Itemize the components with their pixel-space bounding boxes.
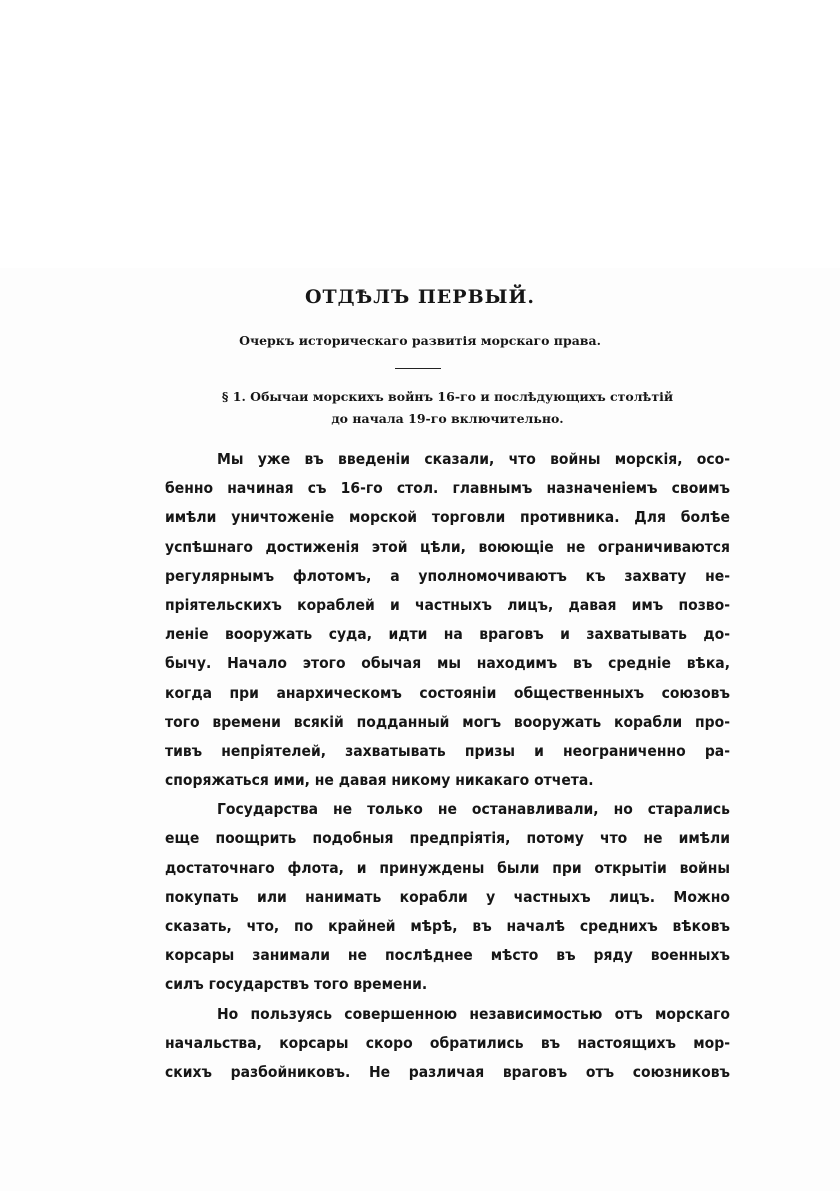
blank-top-margin [0,0,840,268]
body-line: достаточнаго флота, и принуждены были при открытіи войны [165,858,730,877]
body-line: сказать, что, по крайней мѣрѣ, въ началѣ среднихъ вѣковъ [165,917,730,935]
body-line: еще поощрить подобныя предпріятія, потому что не имѣли [165,829,730,848]
body-line: Но пользуясь совершенною независимостью отъ морскаго [217,1004,730,1023]
body-line: леніе вооружать суда, идти на враговъ и захватывать до- [165,625,730,644]
body-line: скихъ разбойниковъ. Не различая враговъ отъ союзниковъ [165,1062,730,1081]
body-line: успѣшнаго достиженія этой цѣли, воюющіе не ограничиваются [165,537,730,556]
section-title: ОТДѢЛЪ ПЕРВЫЙ. [304,286,536,308]
section-subtitle: Очеркъ историческаго развитія морскаго права. [239,333,601,348]
body-text [165,445,730,1087]
body-line: имѣли уничтоженіе морской торговли противника. Для болѣе [165,508,730,527]
divider-rule [395,368,441,369]
body-line: пріятельскихъ кораблей и частныхъ лицъ, давая имъ позво- [165,595,730,614]
body-line: бенно начиная съ 16-го стол. главнымъ назначеніемъ своимъ [165,479,730,498]
body-line: силъ государствъ того времени. [165,975,428,994]
body-line: когда при анархическомъ состояніи общественныхъ союзовъ [165,683,730,702]
body-line: тивъ непріятелей, захватывать призы и неограниченно ра- [165,741,730,760]
body-line: регулярнымъ флотомъ, а уполномочиваютъ къ захвату не- [165,566,730,585]
body-line: того времени всякій подданный могъ вооружать корабли про- [165,712,730,731]
body-line: корсары занимали не послѣднее мѣсто въ ряду военныхъ [165,946,730,965]
body-line: Мы уже въ введеніи сказали, что войны морскія, осо- [217,450,730,468]
paragraph-heading-line: § 1. Обычаи морскихъ войнъ 16-го и послѣдующихъ столѣтій [221,389,674,404]
body-line: бычу. Начало этого обычая мы находимъ въ средніе вѣка, [165,654,730,673]
body-line: начальства, корсары скоро обратились въ настоящихъ мор- [165,1033,730,1052]
paragraph-heading [165,386,730,430]
body-line: покупать или нанимать корабли у частныхъ лицъ. Можно [165,887,730,906]
body-line: Государства не только не останавливали, но старались [217,800,730,819]
body-line: споряжаться ими, не давая никому никакаго отчета. [165,771,594,790]
paragraph-heading-line: до начала 19-го включительно. [331,411,564,426]
